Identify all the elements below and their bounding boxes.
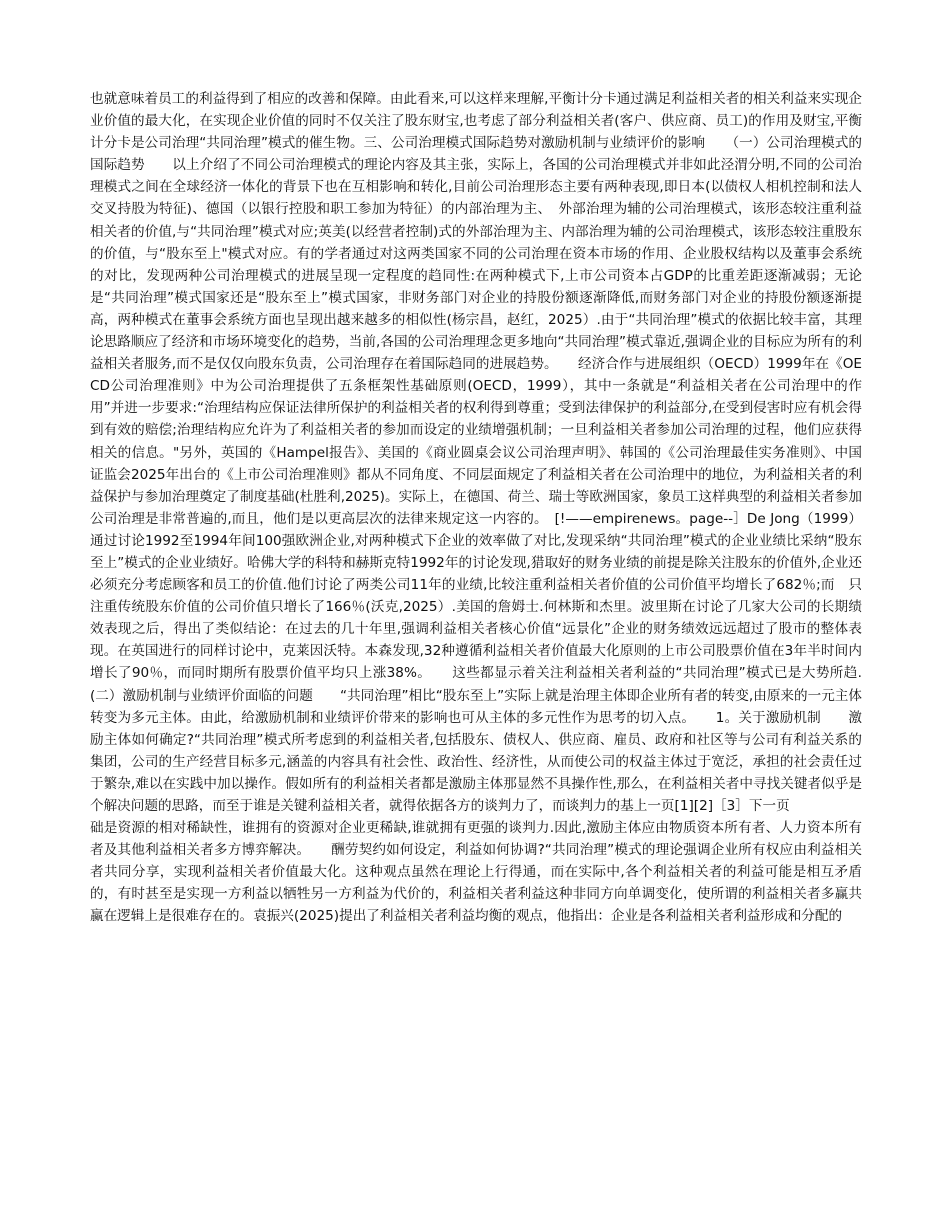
- body-paragraph: 础是资源的相对稀缺性，谁拥有的资源对企业更稀缺,谁就拥有更强的谈判力.因此,激励主体应由物质资本所有者、人力资本所有者及其他利益相关者多方博弈解决。 酬劳契约如何设定，利益如何协调?“共同治理”模式的理论强调企业所有权应由利益相关者共同分享，实现利益相关者价值最大化。这种观点虽然在理论上行得通，而在实际中,各个利益相关者的利益可能是相互矛盾的，有时甚至是实现一方利益以牺牲另一方利益为代价的，利益相关者利益这种非同方向单调变化，使所谓的利益相关者多赢共赢在逻辑上是很难存在的。袁振兴(2025)提出了利益相关者利益均衡的观点，他指出：企业是各利益相关者利益形成和分配的: [90, 820, 862, 925]
- document-body: [90, 88, 890, 928]
- body-paragraph: 也就意味着员工的利益得到了相应的改善和保障。由此看来,可以这样来理解,平衡计分卡通过满足利益相关者的相关利益来实现企业价值的最大化，在实现企业价值的同时不仅关注了股东财宝,也考虑了部分利益相关者(客户、供应商、员工)的作用及财宝,平衡计分卡是公司治理“共同治理”模式的催生物。三、公司治理模式国际趋势对激励机制与业绩评价的影响 （一）公司治理模式的国际趋势 以上介绍了不同公司治理模式的理论内容及其主张，实际上，各国的公司治理模式并非如此泾渭分明,不同的公司治理模式之间在全球经济一体化的背景下也在互相影响和转化,目前公司治理形态主要有两种表现,即日本(以债权人相机控制和法人交叉持股为特征)、德国（以银行控股和职工参加为特征）的内部治理为主、 外部治理为辅的公司治理模式，该形态较注重利益相关者的价值,与“共同治理”模式对应;英美(以经营者控制)式的外部治理为主、内部治理为辅的公司治理模式，该形态较注重股东的价值，与“股东至上"模式对应。有的学者通过对这两类国家不同的公司治理在资本市场的作用、企业股权结构以及董事会系统的对比，发现两种公司治理模式的进展呈现一定程度的趋同性:在两种模式下,上市公司资本占GDP的比重差距逐渐减弱；无论是“共同治理”模式国家还是“股东至上”模式国家，非财务部门对企业的持股份额逐渐降低,而财务部门对企业的持股份额逐渐提高，两种模式在董事会系统方面也呈现出越来越多的相似性(杨宗昌，赵红，2025）.由于“共同治理”模式的依据比较丰富，其理论思路顺应了经济和市场环境变化的趋势，当前,各国的公司治理理念更多地向“共同治理”模式靠近,强调企业的目标应为所有的利益相关者服务,而不是仅仅向股东负责，公司治理存在着国际趋同的进展趋势。 经济合作与进展组织（OECD）1999年在《OECD公司治理准则》中为公司治理提供了五条框架性基础原则(OECD，1999），其中一条就是“利益相关者在公司治理中的作用”并进一步要求:“治理结构应保证法律所保护的利益相关者的权利得到尊重；受到法律保护的利益部分,在受到侵害时应有机会得到有效的赔偿;治理结构应允许为了利益相关者的参加而设定的业绩增强机制；一旦利益相关者参加公司治理的过程，他们应获得相关的信息。"另外，英国的《Hampel报告》、美国的《商业圆桌会议公司治理声明》、韩国的《公司治理最佳实务准则》、中国证监会2025年出台的《上市公司治理准则》都从不同角度、不同层面规定了利益相关者在公司治理中的地位，为利益相关者的利益保护与参加治理奠定了制度基础(杜胜利,2025)。实际上，在德国、荷兰、瑞士等欧洲国家，象员工这样典型的利益相关者参加公司治理是非常普遍的,而且，他们是以更高层次的法律来规定这一内容的。 [!——empirenews。page--］De Jong（1999）通过讨论1992至1994年间100强欧洲企业,对两种模式下企业的效率做了对比,发现采纳“共同治理”模式的企业业绩比采纳“股东至上”模式的企业业绩好。哈佛大学的科特和赫斯克特1992年的讨论发现,猎取好的财务业绩的前提是除关注股东的价值外,企业还必须充分考虑顾客和员工的价值.他们讨论了两类公司11年的业绩,比较注重利益相关者价值的公司价值平均增长了682％;而 只注重传统股东价值的公司价值只增长了166％(沃克,2025）.美国的詹姆士.何林斯和杰里。波里斯在讨论了几家大公司的长期绩效表现之后，得出了类似结论：在过去的几十年里,强调利益相关者核心价值“远景化”企业的财务绩效远远超过了股市的整体表现。在英国进行的同样讨论中，克莱因沃特。本森发现,32种遵循利益相关者价值最大化原则的上市公司股票价值在3年半时间内增长了90％，而同时期所有股票价值平均只上涨38%。 这些都显示着关注利益相关者利益的“共同治理”模式已是大势所趋. (二）激励机制与业绩评价面临的问题 “共同治理”相比“股东至上”实际上就是治理主体即企业所有者的转变,由原来的一元主体转变为多元主体。由此，给激励机制和业绩评价带来的影响也可从主体的多元性作为思考的切入点。 1。关于激励机制 激励主体如何确定?“共同治理”模式所考虑到的利益相关者,包括股东、债权人、供应商、雇员、政府和社区等与公司有利益关系的集团，公司的生产经营目标多元,涵盖的内容具有社会性、政治性、经济性，从而使公司的权益主体过于宽泛，承担的社会责任过于繁杂,难以在实践中加以操作。假如所有的利益相关者都是激励主体那显然不具操作性,那么，在利益相关者中寻找关键者似乎是个解决问题的思路，而至于谁是关键利益相关者，就得依据各方的谈判力了，而谈判力的基上一页[1][2]［3］下一页: [90, 91, 890, 814]
